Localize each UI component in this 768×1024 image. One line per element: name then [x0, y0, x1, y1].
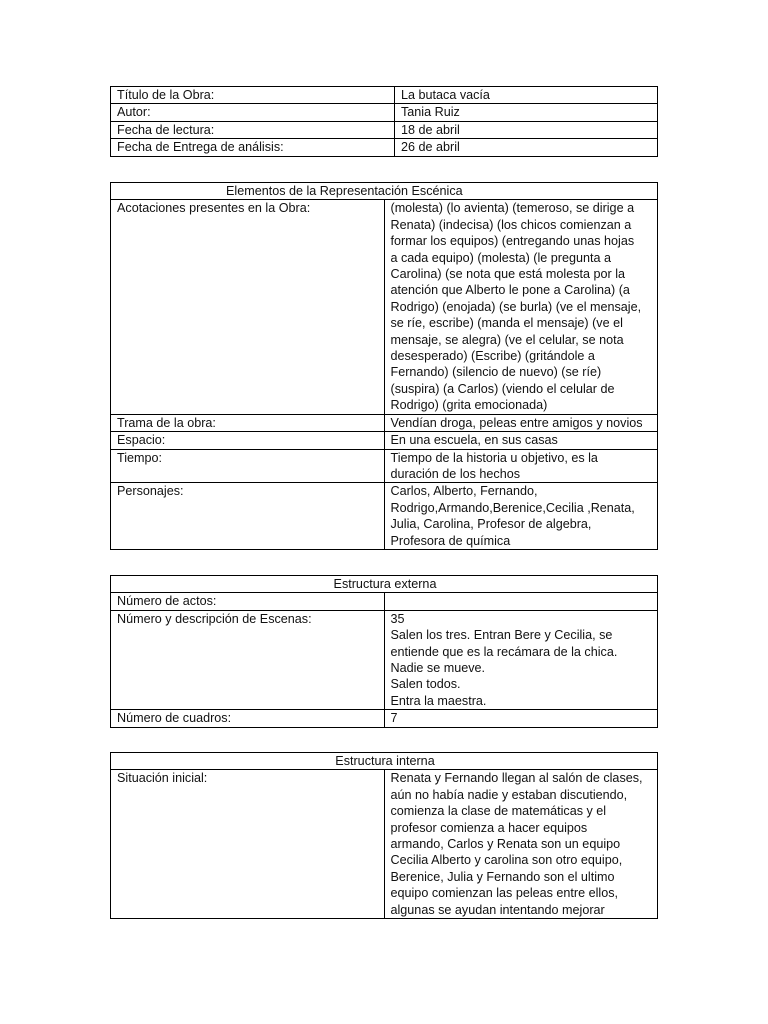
actos-value	[384, 593, 658, 610]
table-row	[111, 121, 658, 138]
titulo-value: La butaca vacía	[395, 87, 658, 104]
table-header-row	[111, 183, 658, 200]
table-row	[111, 139, 658, 156]
acotaciones-value: (molesta) (lo avienta) (temeroso, se dirige a Renata) (indecisa) (los chicos comienzan a formar los equipos) (entregando unas hojas a cada equipo) (molesta) (le pregunta a Carolina) (se nota que está molesta por la atención que Alberto le pone a Carolina) (a Rodrigo) (enojada) (se burla) (ve el mensaje, se ríe, escribe) (manda el mensaje) (ve el mensaje, se alegra) (ve el celular, se nota desesperado) (Escribe) (gritándole a Fernando) (silencio de nuevo) (se ríe) (suspira) (a Carlos) (viendo el celular de Rodrigo) (grita emocionada)	[384, 200, 658, 414]
table-header-row	[111, 753, 658, 770]
table-row	[111, 449, 658, 483]
estructura-externa-table	[110, 575, 658, 728]
acotaciones-label: Acotaciones presentes en la Obra:	[111, 200, 385, 414]
situacion-inicial-label: Situación inicial:	[111, 770, 385, 919]
table-row	[111, 593, 658, 610]
titulo-label: Título de la Obra:	[111, 87, 395, 104]
tiempo-value: Tiempo de la historia u objetivo, es la duración de los hechos	[384, 449, 658, 483]
personajes-label: Personajes:	[111, 483, 385, 550]
cuadros-label: Número de cuadros:	[111, 710, 385, 727]
fecha-lectura-label: Fecha de lectura:	[111, 121, 395, 138]
autor-value: Tania Ruiz	[395, 104, 658, 121]
estructura-interna-title: Estructura interna	[111, 753, 658, 770]
trama-value: Vendían droga, peleas entre amigos y novios	[384, 414, 658, 431]
escenas-label: Número y descripción de Escenas:	[111, 610, 385, 709]
trama-label: Trama de la obra:	[111, 414, 385, 431]
table-row	[111, 87, 658, 104]
estructura-interna-table	[110, 752, 658, 919]
cuadros-value: 7	[384, 710, 658, 727]
espacio-label: Espacio:	[111, 432, 385, 449]
fecha-entrega-label: Fecha de Entrega de análisis:	[111, 139, 395, 156]
representacion-title: Elementos de la Representación Escénica	[111, 183, 658, 200]
fecha-lectura-value: 18 de abril	[395, 121, 658, 138]
estructura-externa-title: Estructura externa	[111, 576, 658, 593]
tiempo-label: Tiempo:	[111, 449, 385, 483]
table-row	[111, 432, 658, 449]
autor-label: Autor:	[111, 104, 395, 121]
obra-info-table	[110, 86, 658, 157]
personajes-value: Carlos, Alberto, Fernando, Rodrigo,Armando,Berenice,Cecilia ,Renata, Julia, Carolina, Profesor de algebra, Profesora de química	[384, 483, 658, 550]
table-row	[111, 710, 658, 727]
espacio-value: En una escuela, en sus casas	[384, 432, 658, 449]
table-header-row	[111, 576, 658, 593]
table-row	[111, 483, 658, 550]
situacion-inicial-value: Renata y Fernando llegan al salón de clases, aún no había nadie y estaban discutiendo, comienza la clase de matemáticas y el profesor comienza a hacer equipos armando, Carlos y Renata son un equipo Cecilia Alberto y carolina son otro equipo, Berenice, Julia y Fernando son el ultimo equipo comienzan las peleas entre ellos, algunas se ayudan intentando mejorar	[384, 770, 658, 919]
table-row	[111, 104, 658, 121]
fecha-entrega-value: 26 de abril	[395, 139, 658, 156]
table-row	[111, 414, 658, 431]
actos-label: Número de actos:	[111, 593, 385, 610]
table-row	[111, 610, 658, 709]
representacion-table	[110, 182, 658, 550]
escenas-value: 35 Salen los tres. Entran Bere y Cecilia, se entiende que es la recámara de la chica. Nadie se mueve. Salen todos. Entra la maestra.	[384, 610, 658, 709]
table-row	[111, 770, 658, 919]
table-row	[111, 200, 658, 414]
